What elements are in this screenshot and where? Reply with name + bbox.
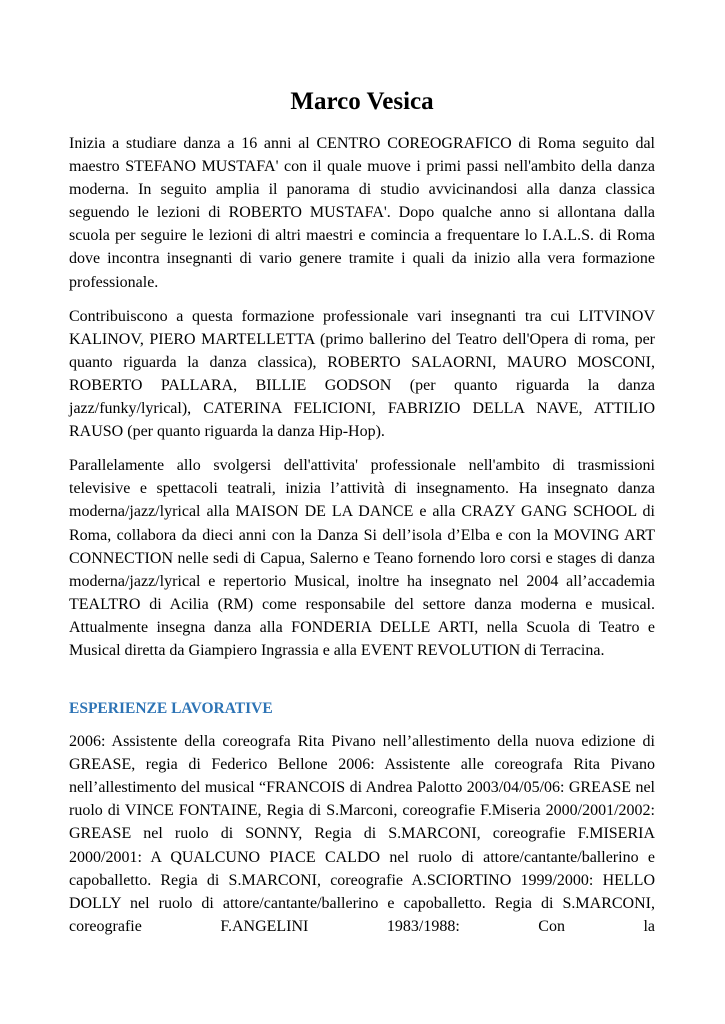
document-page [69,0,655,938]
section-heading-work-experience: ESPERIENZE LAVORATIVE [69,700,273,718]
page-title: Marco Vesica [290,88,434,115]
work-experience-paragraph: 2006: Assistente della coreografa Rita Pivano nell’allestimento della nuova edizione di GREASE, regia di Federico Bellone 2006: Assistente alle coreografa Rita Pivano nell’allestimento del musical “FRANCOIS di Andrea Palotto 2003/04/05/06: GREASE nel ruolo di VINCE FONTAINE, Regia di S.Marconi, coreografie F.Miseria 2000/2001/2002: GREASE nel ruolo di SONNY, Regia di S.MARCONI, coreografie F.MISERIA 2000/2001: A QUALCUNO PIACE CALDO nel ruolo di attore/cantante/ballerino e capoballetto. Regia di S.MARCONI, coreografie A.SCIORTINO 1999/2000: HELLO DOLLY nel ruolo di attore/cantante/ballerino e capoballetto. Regia di S.MARCONI, coreografie F.ANGELINI 1983/1988: Con la [69,733,655,935]
bio-paragraph-teaching: Parallelamente allo svolgersi dell'attivita' professionale nell'ambito di trasmissioni televisive e spettacoli teatrali, inizia l’attività di insegnamento. Ha insegnato danza moderna/jazz/lyrical alla MAISON DE LA DANCE e alla CRAZY GANG SCHOOL di Roma, collabora da dieci anni con la Danza Si dell’isola d’Elba e con la MOVING ART CONNECTION nelle sedi di Capua, Salerno e Teano fornendo loro corsi e stages di danza moderna/jazz/lyrical e repertorio Musical, inoltre ha insegnato nel 2004 all’accademia TEALTRO di Acilia (RM) come responsabile del settore danza moderna e musical. Attualmente insegna danza alla FONDERIA DELLE ARTI, nella Scuola di Teatro e Musical diretta da Giampiero Ingrassia e alla EVENT REVOLUTION di Terracina. [69,457,655,659]
bio-paragraph-teachers: Contribuiscono a questa formazione professionale vari insegnanti tra cui LITVINOV KALINOV, PIERO MARTELLETTA (primo ballerino del Teatro dell'Opera di roma, per quanto riguarda la danza classica), ROBERTO SALAORNI, MAURO MOSCONI, ROBERTO PALLARA, BILLIE GODSON (per quanto riguarda la danza jazz/funky/lyrical), CATERINA FELICIONI, FABRIZIO DELLA NAVE, ATTILIO RAUSO (per quanto riguarda la danza Hip-Hop). [69,307,655,441]
bio-paragraph-training: Inizia a studiare danza a 16 anni al CENTRO COREOGRAFICO di Roma seguito dal maestro STEFANO MUSTAFA' con il quale muove i primi passi nell'ambito della danza moderna. In seguito amplia il panorama di studio avvicinandosi alla danza classica seguendo le lezioni di ROBERTO MUSTAFA'. Dopo qualche anno si allontana dalla scuola per seguire le lezioni di altri maestri e comincia a frequentare lo I.A.L.S. di Roma dove incontra insegnanti di vario genere tramite i quali da inizio alla vera formazione professionale. [69,135,655,291]
